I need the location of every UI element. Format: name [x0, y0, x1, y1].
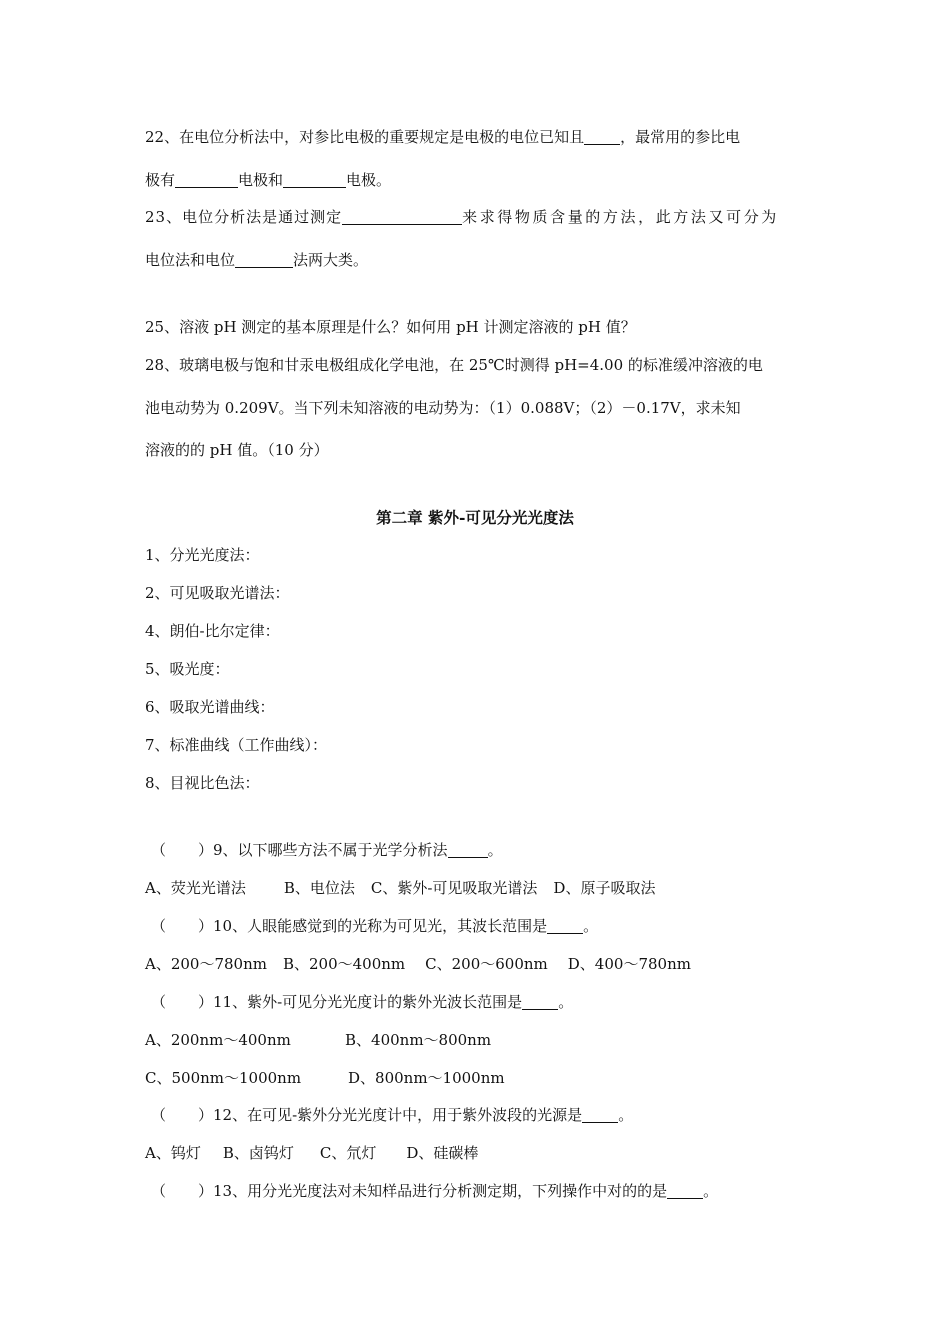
option-c: C、紫外-可见吸取光谱法: [370, 879, 538, 897]
question-9-text: ）9、以下哪些方法不属于光学分析法: [198, 841, 448, 859]
option-b: B、电位法: [283, 879, 355, 897]
definition-item: 2、可见吸取光谱法：: [145, 584, 290, 602]
answer-blank[interactable]: [522, 994, 558, 1010]
question-22-text-c: 极有: [145, 171, 176, 189]
answer-paren-open: （: [151, 917, 167, 935]
question-22-text-a: 22、在电位分析法中，对参比电极的重要规定是电极的电位已知且: [145, 128, 585, 146]
question-12-options: [145, 1143, 810, 1163]
question-22-line-1: [145, 127, 810, 147]
option-b: B、200～400nm: [282, 955, 406, 973]
definition-item: 4、朗伯-比尔定律：: [145, 622, 280, 640]
question-22-text-e: 电极。: [346, 171, 392, 189]
answer-paren-open: （: [151, 841, 167, 859]
option-a: A、200～780nm: [145, 955, 267, 973]
answer-paren-open: （: [151, 1182, 167, 1200]
question-28-line-1: 28、玻璃电极与饱和甘汞电极组成化学电池，在 25℃时测得 pH=4.00 的标准缓冲溶液的电: [145, 356, 763, 374]
question-12-text: ）12、在可见-紫外分光光度计中，用于紫外波段的光源是: [198, 1106, 583, 1124]
option-c: C、500nm～1000nm: [145, 1069, 302, 1087]
option-a: A、钨灯: [145, 1144, 201, 1162]
answer-paren-open: （: [151, 1106, 167, 1124]
question-10-options: [145, 954, 810, 974]
definition-item: 8、目视比色法：: [145, 774, 260, 792]
question-23-text-a: 23、电位分析法是通过测定: [145, 208, 343, 226]
option-c: C、氘灯: [319, 1144, 377, 1162]
question-22-text-d: 电极和: [238, 171, 284, 189]
question-28-line-2: 池电动势为 0.209V。当下列未知溶液的电动势为：（1）0.088V；（2）－0.17V，求未知: [145, 399, 741, 417]
option-d: D、原子吸取法: [553, 879, 656, 897]
question-9: [145, 840, 810, 860]
question-11-options-1: [145, 1030, 810, 1050]
answer-blank[interactable]: [448, 842, 488, 858]
answer-blank[interactable]: [342, 209, 462, 225]
answer-blank[interactable]: [547, 918, 583, 934]
question-9-options: [145, 878, 810, 898]
answer-blank[interactable]: [584, 129, 620, 145]
question-13-end: 。: [703, 1182, 719, 1200]
option-d: D、400～780nm: [567, 955, 691, 973]
option-d: D、硅碳棒: [406, 1144, 479, 1162]
definition-item: 5、吸光度：: [145, 660, 230, 678]
question-13: [145, 1181, 810, 1201]
option-a: A、200nm～400nm: [145, 1031, 291, 1049]
question-23-line-1: [145, 207, 810, 227]
question-11: [145, 992, 810, 1012]
question-23-text-c: 电位法和电位: [145, 251, 236, 269]
answer-blank[interactable]: [175, 172, 238, 188]
answer-blank[interactable]: [667, 1183, 703, 1199]
definition-item: 6、吸取光谱曲线：: [145, 698, 275, 716]
definition-item: 1、分光光度法：: [145, 546, 260, 564]
question-22-line-2: [145, 170, 810, 190]
question-23-text-d: 法两大类。: [293, 251, 369, 269]
question-22-text-b: ，最常用的参比电: [620, 128, 741, 146]
question-25: 25、溶液 pH 测定的基本原理是什么？如何用 pH 计测定溶液的 pH 值？: [145, 318, 636, 336]
question-23-text-b: 来求得物质含量的方法，此方法又可分为: [462, 208, 779, 226]
question-11-options-2: [145, 1068, 810, 1088]
question-23-line-2: [145, 250, 810, 270]
question-12-end: 。: [618, 1106, 634, 1124]
question-10-end: 。: [583, 917, 599, 935]
question-11-text: ）11、紫外-可见分光光度计的紫外光波长范围是: [198, 993, 523, 1011]
option-a: A、荧光光谱法: [145, 879, 246, 897]
question-28-line-3: 溶液的的 pH 值。（10 分）: [145, 441, 329, 459]
option-d: D、800nm～1000nm: [348, 1069, 505, 1087]
question-11-end: 。: [558, 993, 574, 1011]
chapter-title: 第二章 紫外-可见分光光度法: [376, 508, 574, 527]
answer-blank[interactable]: [582, 1107, 618, 1123]
option-c: C、200～600nm: [425, 955, 548, 973]
question-13-text: ）13、用分光光度法对未知样品进行分析测定期，下列操作中对的的是: [198, 1182, 668, 1200]
definition-item: 7、标准曲线（工作曲线）：: [145, 736, 328, 754]
option-b: B、400nm～800nm: [345, 1031, 492, 1049]
question-12: [145, 1105, 810, 1125]
option-b: B、卤钨灯: [222, 1144, 294, 1162]
answer-blank[interactable]: [283, 172, 346, 188]
answer-blank[interactable]: [235, 252, 293, 268]
answer-paren-open: （: [151, 993, 167, 1011]
question-9-end: 。: [487, 841, 503, 859]
question-10-text: ）10、人眼能感觉到的光称为可见光，其波长范围是: [198, 917, 548, 935]
question-10: [145, 916, 810, 936]
